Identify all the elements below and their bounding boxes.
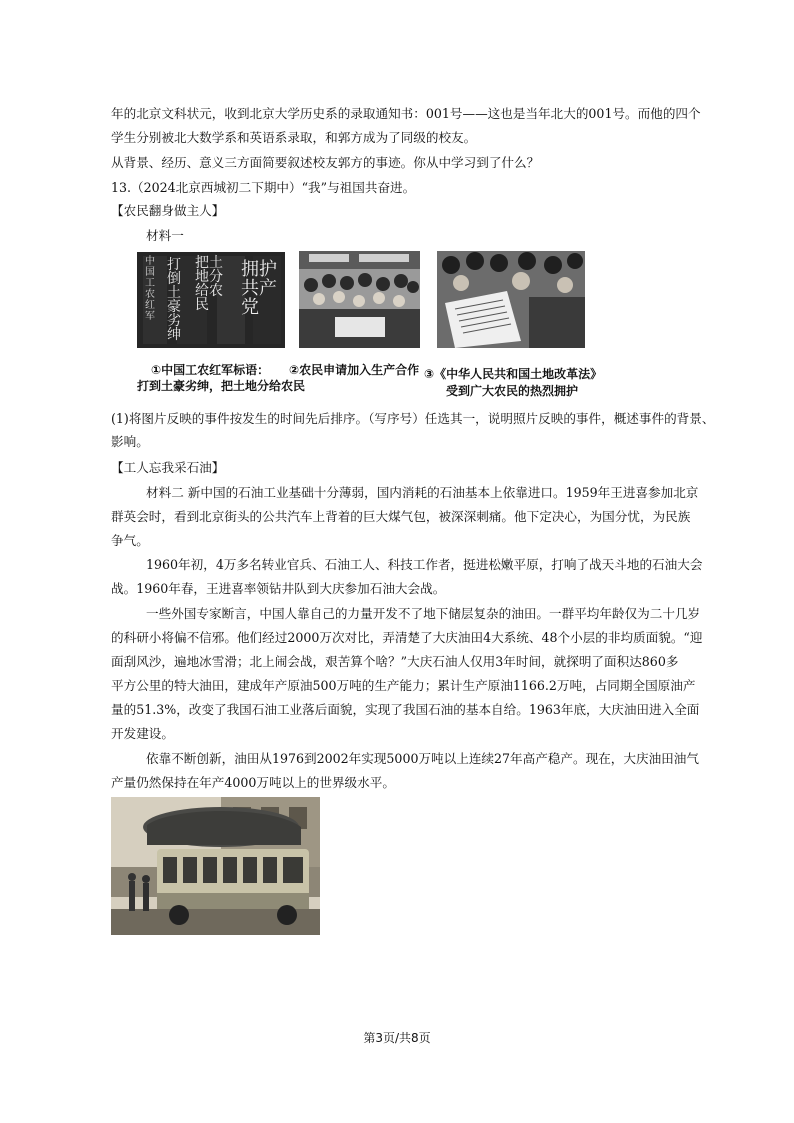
text-line: 年的北京文科状元，收到北京大学历史系的录取通知书：001号——这也是当年北大的001号。而他的四个 [111, 106, 701, 121]
question-13-title: 13.（2024北京西城初二下期中）“我”与祖国共奋进。 [111, 180, 416, 195]
text-line: 1960年初，4万多名转业官兵、石油工人、科技工作者，挺进松嫩平原，打响了战天斗地的石油大会 [146, 557, 703, 572]
photo-land-reform-law [437, 251, 585, 348]
material-1-label: 材料一 [146, 228, 184, 243]
section-heading-workers: 【工人忘我采石油】 [111, 460, 225, 475]
caption-photo-3: ③《中华人民共和国土地改革法》 [424, 367, 603, 381]
text-line: 开发建设。 [111, 726, 174, 741]
text-line: 平方公里的特大油田，建成年产原油500万吨的生产能力；累计生产原油1166.2万吨，占同期全国原油产 [111, 678, 696, 693]
caption-photo-1: ①中国工农红军标语： [151, 363, 270, 377]
text-line: 群英会时，看到北京街头的公共汽车上背着的巨大煤气包，被深深刺痛。他下定决心，为国分忧，为民族 [111, 509, 691, 524]
photo-farmers-cooperative [299, 251, 420, 348]
text-line: 面刮风沙，遍地冰雪滑；北上闹会战，艰苦算个啥？”大庆石油人仅用3年时间，就探明了面积达860多 [111, 654, 679, 669]
page-footer: 第3页/共8页 [363, 1031, 431, 1045]
slogan-text-4: 拥护共产党 [241, 259, 277, 318]
slogan-text-1: 中国工农红军 [145, 256, 155, 322]
text-line: 一些外国专家断言，中国人靠自己的力量开发不了地下储层复杂的油田。一群平均年龄仅为二十几岁 [146, 606, 701, 621]
text-line: 的科研小将偏不信邪。他们经过2000万次对比，弄清楚了大庆油田4大系统、48个小层的非均质面貌。“迎 [111, 630, 703, 645]
section-heading-farmers: 【农民翻身做主人】 [111, 203, 225, 218]
caption-photo-2: ②农民申请加入生产合作 [289, 363, 420, 377]
text-line: 战。1960年春，王进喜率领钻井队到大庆参加石油大会战。 [111, 581, 446, 596]
material-2-paragraph: 材料二 新中国的石油工业基础十分薄弱，国内消耗的石油基本上依靠进口。1959年王进喜参加北京 [146, 485, 699, 500]
caption-photo-3-detail: 受到广大农民的热烈拥护 [446, 384, 579, 398]
question-1-prompt-cont: 影响。 [111, 434, 149, 449]
slogan-text-2: 打倒土豪劣绅 [167, 257, 181, 343]
caption-photo-1-detail: 打到土豪劣绅，把土地分给农民 [137, 379, 306, 393]
question-prompt: 从背景、经历、意义三方面简要叙述校友郭方的事迹。你从中学习到了什么？ [111, 155, 540, 170]
text-line: 依靠不断创新，油田从1976到2002年实现5000万吨以上连续27年高产稳产。现在，大庆油田油气 [146, 751, 699, 766]
slogan-text-3: 把土地分给农民 [195, 255, 223, 313]
text-line: 量的51.3%，改变了我国石油工业落后面貌，实现了我国石油的基本自给。1963年底，大庆油田进入全面 [111, 702, 700, 717]
newspaper-crowd-illustration [437, 251, 585, 348]
bus-illustration [111, 797, 320, 935]
text-line: 学生分别被北大数学系和英语系录取，和郭方成为了同级的校友。 [111, 130, 477, 145]
photo-red-army-slogan [137, 252, 285, 348]
text-line: 争气。 [111, 533, 149, 548]
crowd-illustration [299, 251, 420, 348]
text-line: 产量仍然保持在年产4000万吨以上的世界级水平。 [111, 775, 395, 790]
question-1-prompt: (1)将图片反映的事件按发生的时间先后排序。（写序号）任选其一，说明照片反映的事件，概述事件的背景、 [111, 411, 715, 426]
photo-gas-bag-bus [111, 797, 320, 935]
